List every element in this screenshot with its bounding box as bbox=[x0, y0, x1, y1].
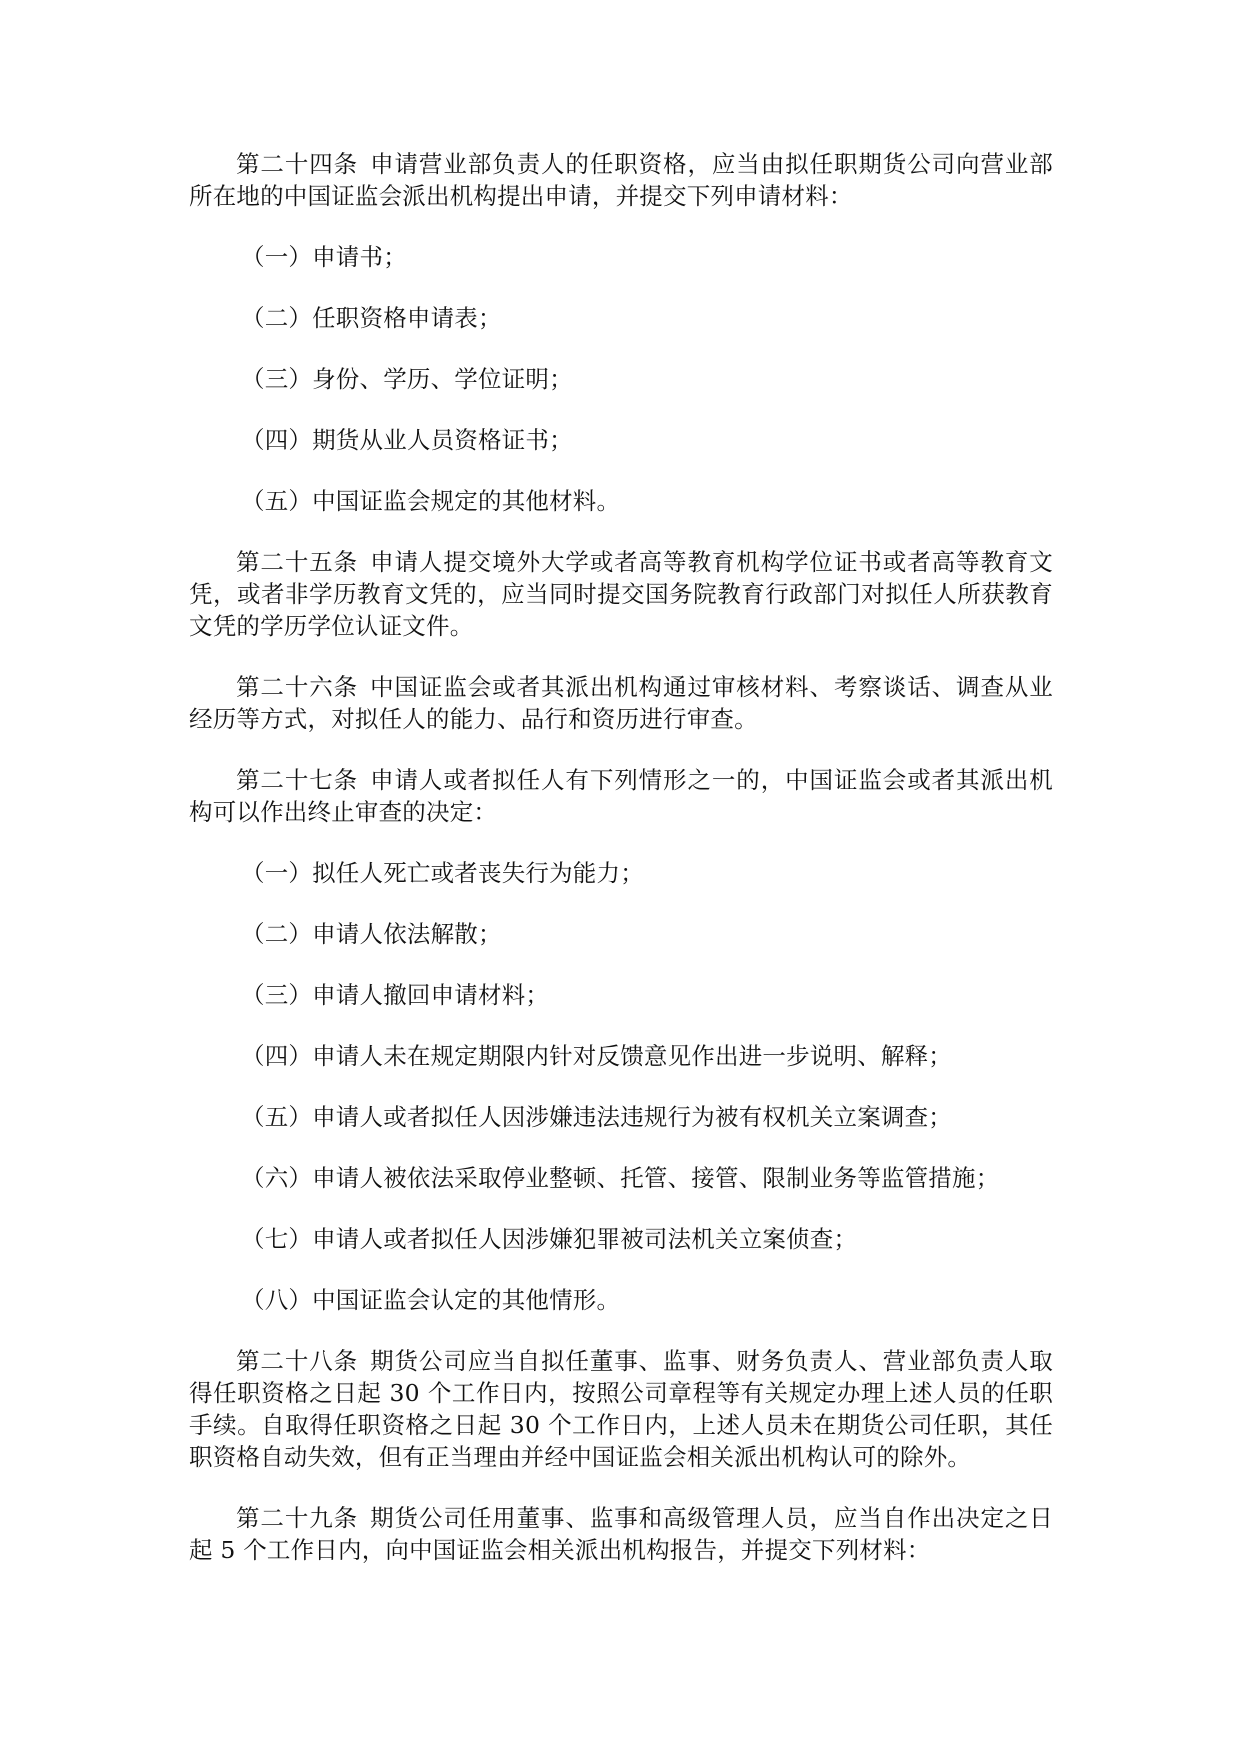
article-text: 期货公司任用董事、监事和高级管理人员，应当自作出决定之日起 5 个工作日内，向中国证监会相关派出机构报告，并提交下列材料： bbox=[189, 1504, 1053, 1564]
article-26 bbox=[189, 671, 1053, 735]
article-number: 第二十六条 bbox=[236, 673, 359, 701]
article-28 bbox=[189, 1345, 1053, 1473]
article-27 bbox=[189, 764, 1053, 828]
article-number: 第二十八条 bbox=[236, 1347, 359, 1375]
document-page bbox=[189, 148, 1053, 1595]
article-number: 第二十七条 bbox=[236, 766, 359, 794]
article-25 bbox=[189, 546, 1053, 642]
article-text: 申请人或者拟任人有下列情形之一的，中国证监会或者其派出机构可以作出终止审查的决定： bbox=[189, 766, 1053, 826]
list-item: （一）申请书； bbox=[241, 243, 407, 271]
list-item: （四）申请人未在规定期限内针对反馈意见作出进一步说明、解释； bbox=[241, 1042, 952, 1070]
list-item: （五）申请人或者拟任人因涉嫌违法违规行为被有权机关立案调查； bbox=[241, 1103, 952, 1131]
article-text: 期货公司应当自拟任董事、监事、财务负责人、营业部负责人取得任职资格之日起 30 个工作日内，按照公司章程等有关规定办理上述人员的任职手续。自取得任职资格之日起 30 个工作日内，上述人员未在期货公司任职，其任职资格自动失效，但有正当理由并经中国证监会相关派出机构认可的除外。 bbox=[189, 1347, 1053, 1471]
article-number: 第二十九条 bbox=[236, 1504, 359, 1532]
list-item: （八）中国证监会认定的其他情形。 bbox=[241, 1286, 621, 1314]
list-item: （二）任职资格申请表； bbox=[241, 304, 502, 332]
list-item: （三）身份、学历、学位证明； bbox=[241, 365, 573, 393]
article-text: 申请营业部负责人的任职资格，应当由拟任职期货公司向营业部所在地的中国证监会派出机构提出申请，并提交下列申请材料： bbox=[189, 150, 1053, 210]
article-text: 中国证监会或者其派出机构通过审核材料、考察谈话、调查从业经历等方式，对拟任人的能力、品行和资历进行审查。 bbox=[189, 673, 1053, 733]
article-29 bbox=[189, 1502, 1053, 1566]
list-item: （五）中国证监会规定的其他材料。 bbox=[241, 487, 621, 515]
list-item: （一）拟任人死亡或者丧失行为能力； bbox=[241, 859, 644, 887]
article-number: 第二十五条 bbox=[236, 548, 359, 576]
list-item: （二）申请人依法解散； bbox=[241, 920, 502, 948]
list-item: （六）申请人被依法采取停业整顿、托管、接管、限制业务等监管措施； bbox=[241, 1164, 1000, 1192]
article-number: 第二十四条 bbox=[236, 150, 359, 178]
list-item: （四）期货从业人员资格证书； bbox=[241, 426, 573, 454]
list-item: （三）申请人撤回申请材料； bbox=[241, 981, 550, 1009]
list-item: （七）申请人或者拟任人因涉嫌犯罪被司法机关立案侦查； bbox=[241, 1225, 858, 1253]
article-24 bbox=[189, 148, 1053, 212]
article-text: 申请人提交境外大学或者高等教育机构学位证书或者高等教育文凭，或者非学历教育文凭的，应当同时提交国务院教育行政部门对拟任人所获教育文凭的学历学位认证文件。 bbox=[189, 548, 1053, 640]
